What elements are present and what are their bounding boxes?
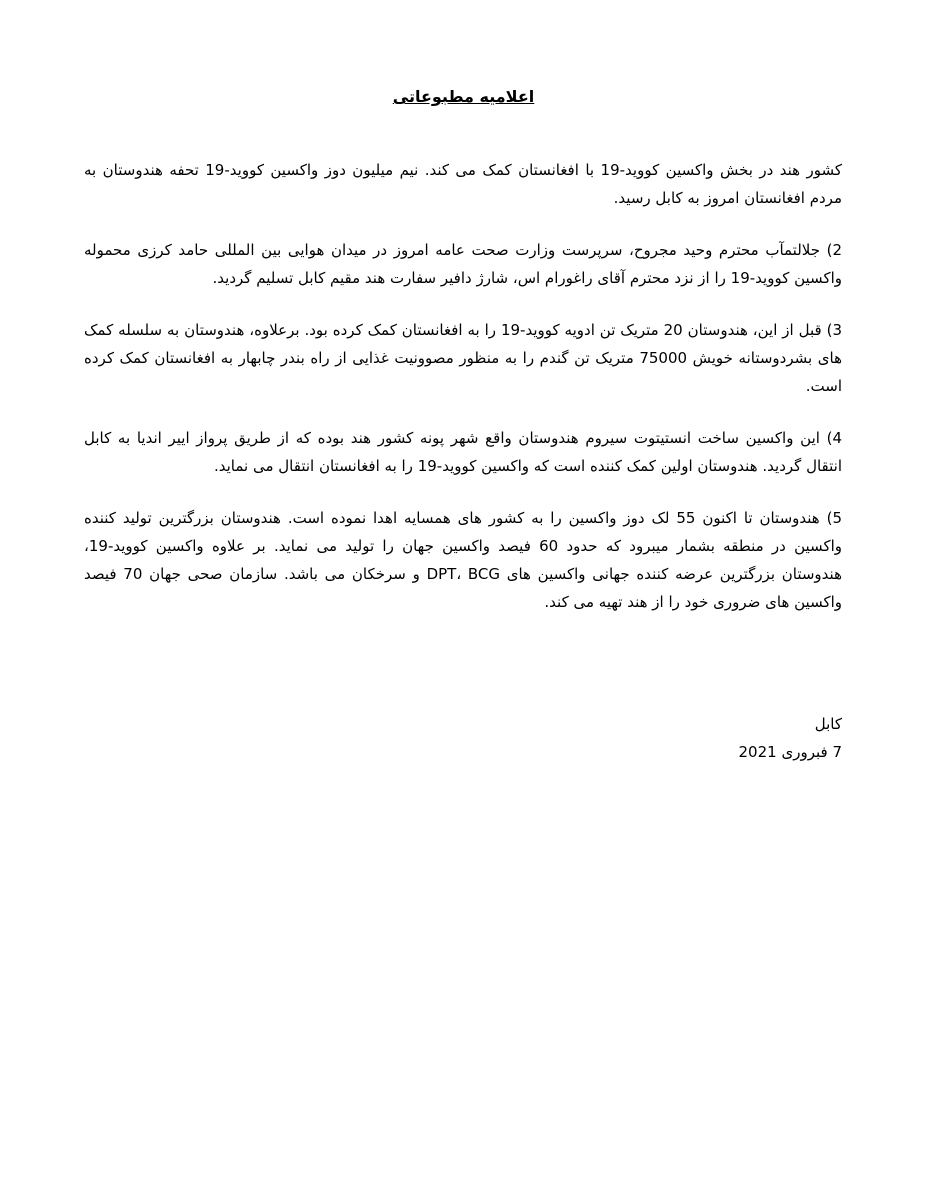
signoff-date: 7 فبروری 2021 xyxy=(738,743,842,761)
signoff xyxy=(84,710,842,766)
paragraph-5: 5) هندوستان تا اکنون 55 لک دوز واکسین را به کشور های همسایه اهدا نموده است. هندوستان بزرگترین تولید کننده واکسین در منطقه بشمار میبرود که حدود 60 فیصد واکسین جهان را تولید می نماید. بر علاوه واکسین کووید-19، هندوستان بزرگترین عرضه کننده جهانی واکسین های DPT، BCG و سرخکان می باشد. سازمان صحی جهان 70 فیصد واکسین های ضروری خود را از هند تهیه می کند. xyxy=(84,509,842,611)
signoff-place: کابل xyxy=(814,715,842,733)
paragraph-2: 2) جلالتمآب محترم وحید مجروح، سرپرست وزارت صحت عامه امروز در میدان هوایی بین المللی حامد کرزی محموله واکسین کووید-19 را از نزد محترم آقای راغورام اس، شارژ دافیر سفارت هند مقیم کابل تسلیم گردید. xyxy=(84,241,842,287)
paragraph-intro: کشور هند در بخش واکسین کووید-19 با افغانستان کمک می کند. نیم میلیون دوز واکسین کووید-19 تحفه هندوستان به مردم افغانستان امروز به کابل رسید. xyxy=(84,161,843,207)
paragraph-4: 4) این واکسین ساخت انستیتوت سیروم هندوستان واقع شهر پونه کشور هند بوده که از طریق پرواز اییر اندیا به کابل انتقال گردید. هندوستان اولین کمک کننده است که واکسین کووید-19 را به افغانستان انتقال می نماید. xyxy=(84,429,842,475)
document-body xyxy=(84,156,842,640)
document-title: اعلامیه مطبوعاتی xyxy=(392,87,535,106)
paragraph-3: 3) قبل از این، هندوستان 20 متریک تن ادویه کووید-19 را به افغانستان کمک کرده بود. برعلاوه، هندوستان به سلسله کمک های بشردوستانه خویش 75000 متریک تن گندم را به منظور مصوونیت غذایی از راه بندر چابهار به افغانستان کمک کرده است. xyxy=(84,321,843,395)
